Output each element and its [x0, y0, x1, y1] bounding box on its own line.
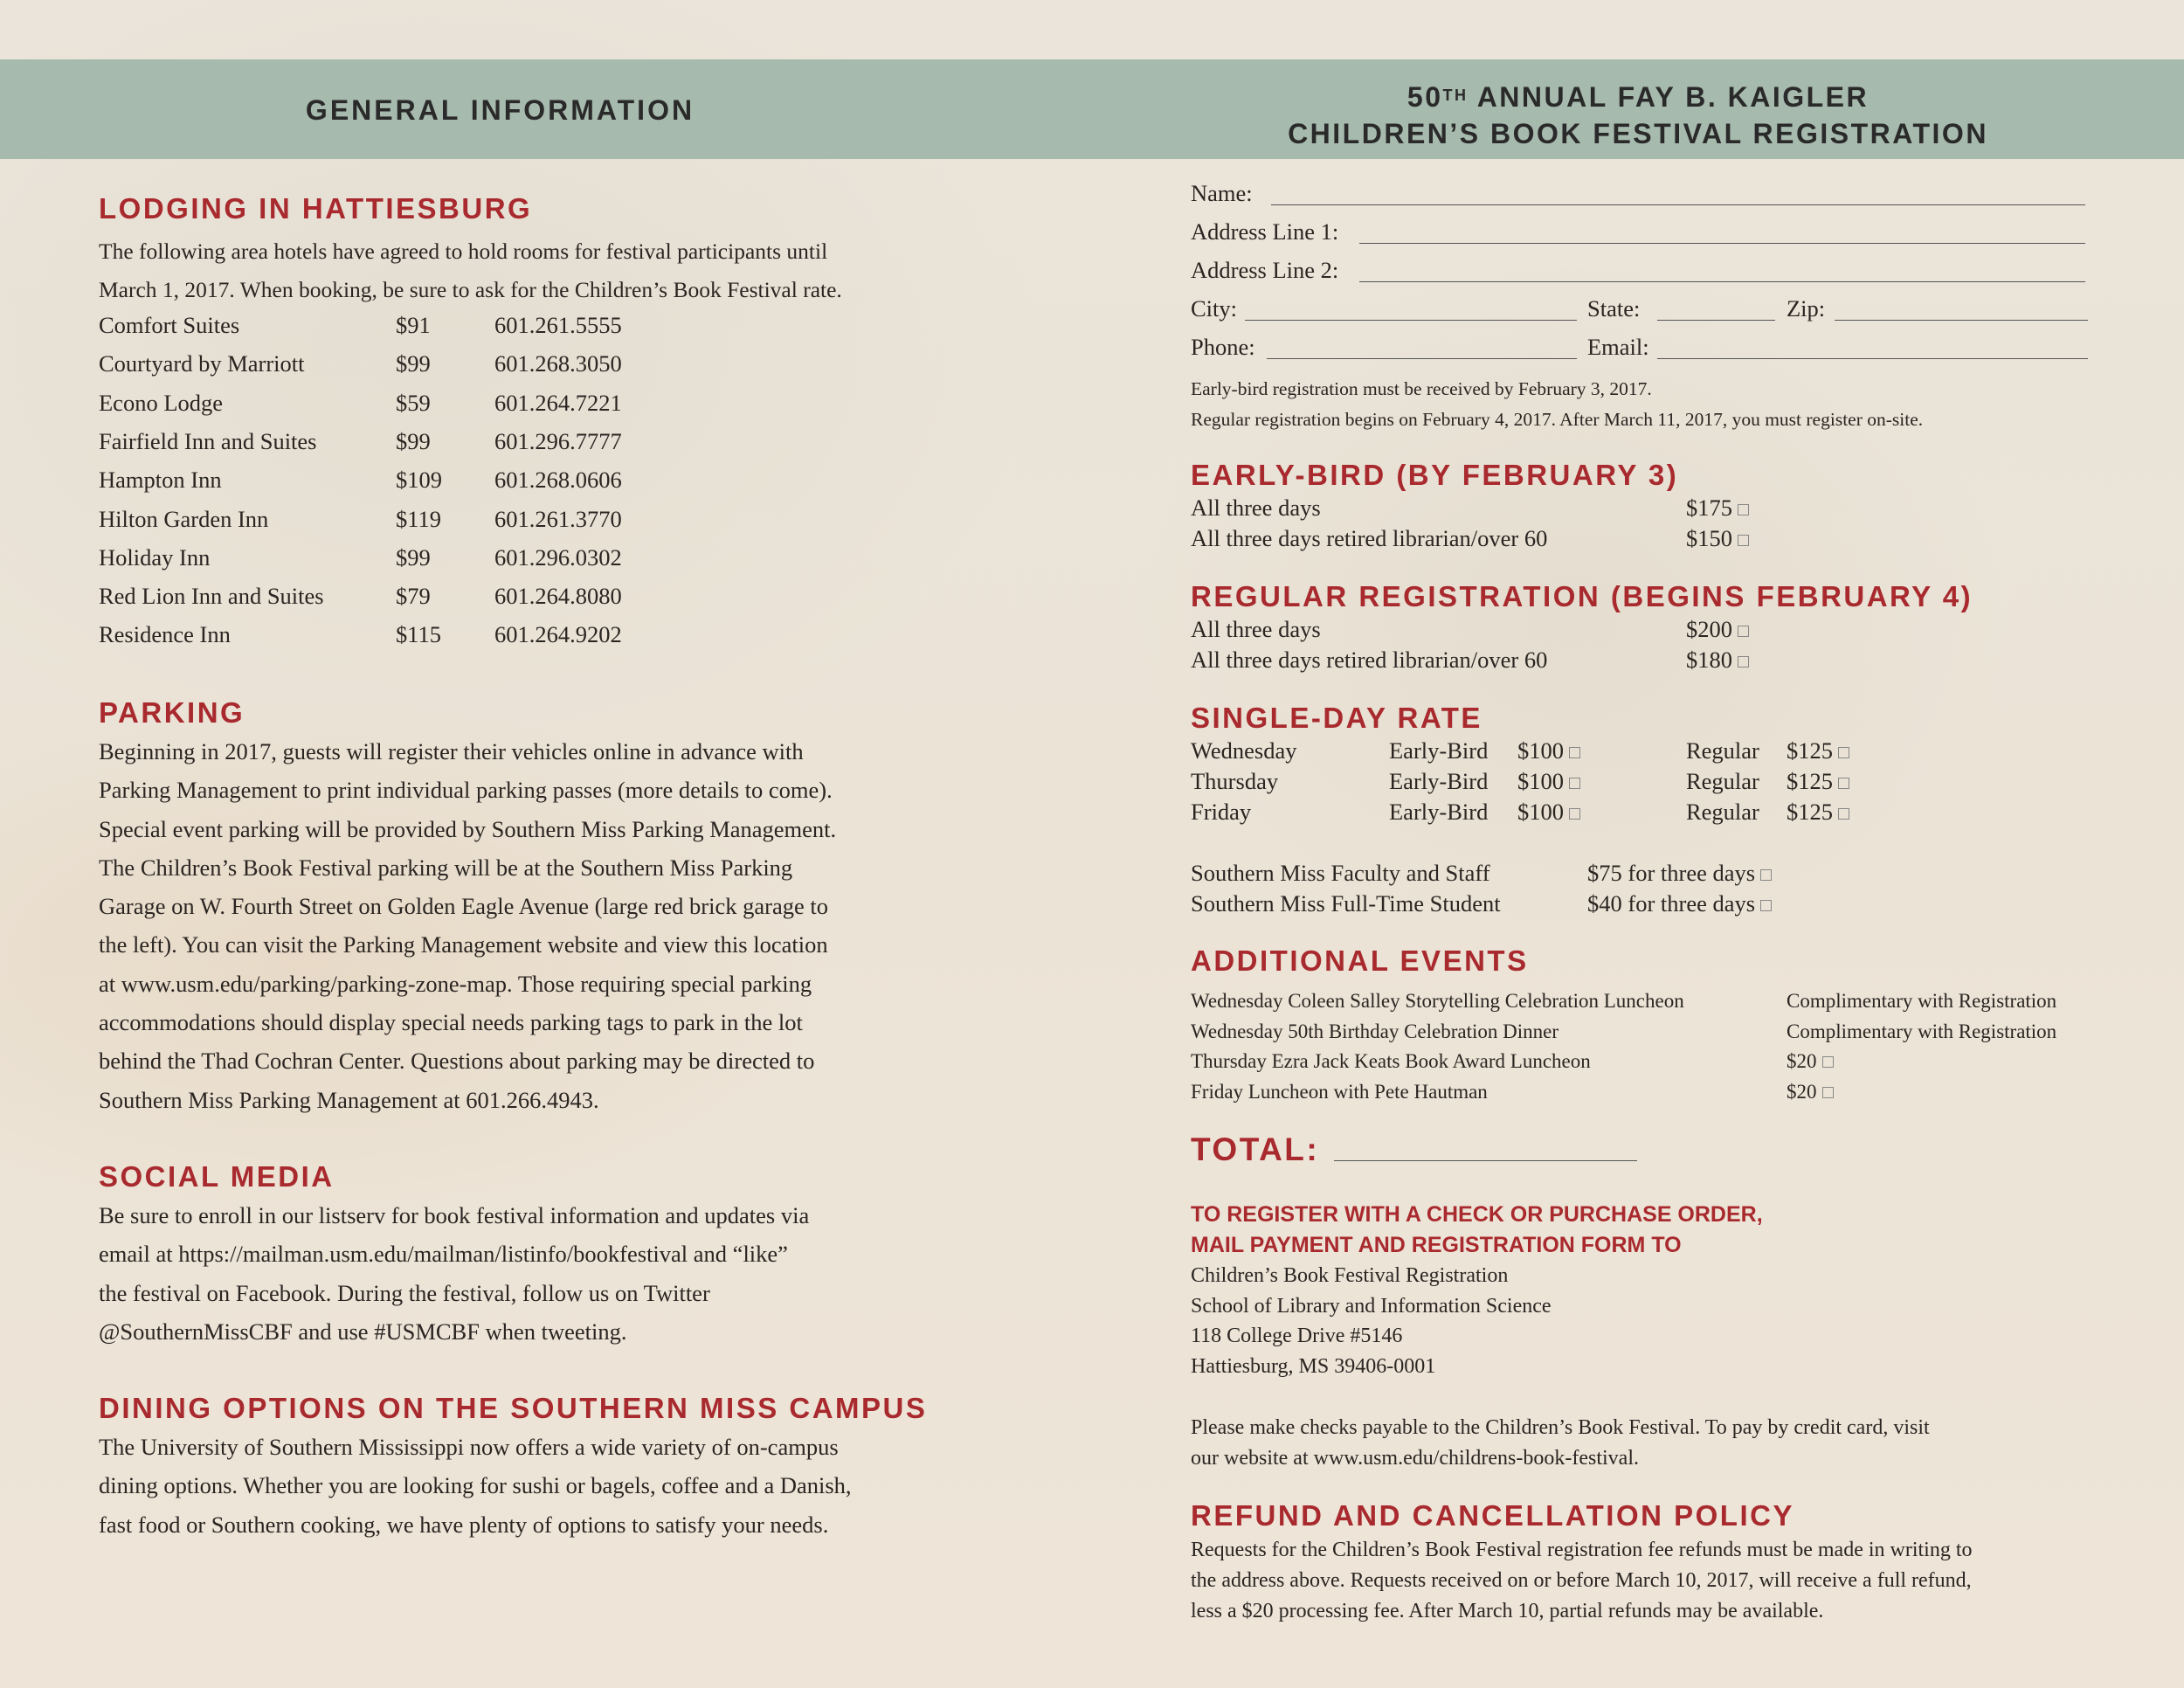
early-bird-label: Early-Bird [1389, 737, 1489, 764]
usm-checkbox[interactable] [1760, 869, 1772, 881]
checks-line: our website at www.usm.edu/childrens-book-festival. [1191, 1447, 1639, 1470]
parking-text [99, 732, 836, 1119]
hotel-phone: 601.296.0302 [494, 543, 622, 571]
address1-label: Address Line 1: [1191, 218, 1339, 245]
price-value: $75 for three days [1587, 860, 1756, 886]
hotel-rate: $59 [396, 389, 431, 416]
usm-checkbox[interactable] [1760, 900, 1772, 911]
general-information-header: GENERAL INFORMATION [305, 94, 695, 126]
addr-line: Children’s Book Festival Registration [1191, 1264, 1509, 1287]
option-label: All three days retired librarian/over 60 [1191, 647, 1548, 673]
event-price [1787, 1020, 2056, 1043]
hotel-phone: 601.268.0606 [494, 467, 622, 494]
hotel-rate: $91 [396, 312, 431, 338]
event-price [1787, 1050, 1834, 1073]
regular-label: Regular [1686, 737, 1759, 764]
addr-line: Hattiesburg, MS 39406-0001 [1191, 1354, 1436, 1378]
event-label: Wednesday 50th Birthday Celebration Dinner [1191, 1020, 1559, 1042]
parking-line: at www.usm.edu/parking/parking-zone-map. Those requiring special parking [99, 970, 812, 997]
option-label: All three days [1191, 495, 1321, 521]
dining-line: The University of Southern Mississippi now offers a wide variety of on-campus [99, 1434, 839, 1460]
parking-line: Garage on W. Fourth Street on Golden Eagle Avenue (large red brick garage to [99, 893, 828, 920]
total-field[interactable] [1334, 1160, 1637, 1161]
dining-title: DINING OPTIONS ON THE SOUTHERN MISS CAMPUS [99, 1392, 928, 1424]
mail-heading-line: MAIL PAYMENT AND REGISTRATION FORM TO [1191, 1233, 1682, 1257]
early-bird-price [1517, 799, 1580, 826]
email-label: Email: [1587, 334, 1649, 360]
price-value: Complimentary with Registration [1787, 990, 2057, 1012]
early-bird-checkbox[interactable] [1569, 778, 1580, 789]
phone-label: Phone: [1191, 334, 1255, 360]
event-price [1787, 990, 2056, 1013]
usm-price [1587, 860, 1772, 887]
hotel-name: Fairfield Inn and Suites [99, 427, 317, 454]
option-checkbox[interactable] [1738, 656, 1749, 668]
early-bird-checkbox[interactable] [1569, 808, 1580, 820]
note-early-bird: Early-bird registration must be received by February 3, 2017. [1191, 378, 1652, 399]
price-value: $180 [1686, 647, 1732, 673]
early-bird-title: EARLY-BIRD (BY FEBRUARY 3) [1191, 459, 1679, 491]
price-value: $20 [1787, 1080, 1817, 1103]
name-label: Name: [1191, 180, 1253, 206]
day-label: Thursday [1191, 768, 1279, 794]
registration-header [1092, 79, 2184, 152]
parking-title: PARKING [99, 696, 245, 729]
option-price [1686, 495, 1749, 522]
zip-label: Zip: [1787, 295, 1826, 322]
lodging-intro-line: The following area hotels have agreed to hold rooms for festival participants until [99, 239, 828, 264]
header-ordinal: TH [1442, 86, 1469, 104]
hotel-name: Residence Inn [99, 621, 231, 648]
hotel-rate: $99 [396, 543, 431, 571]
hotel-phone: 601.264.9202 [494, 621, 622, 648]
parking-line: accommodations should display special needs parking tags to park in the lot [99, 1009, 803, 1036]
hotel-rate: $99 [396, 350, 431, 377]
hotel-phone: 601.261.3770 [494, 505, 622, 532]
address2-field[interactable] [1359, 281, 2085, 282]
dining-line: fast food or Southern cooking, we have plenty of options to satisfy your needs. [99, 1511, 829, 1538]
addr-line: School of Library and Information Science [1191, 1294, 1552, 1318]
hotel-phone: 601.264.8080 [494, 583, 622, 610]
price-value: Complimentary with Registration [1787, 1020, 2057, 1042]
usm-label: Southern Miss Faculty and Staff [1191, 860, 1490, 886]
hotel-name: Red Lion Inn and Suites [99, 583, 324, 610]
parking-line: Special event parking will be provided by Southern Miss Parking Management. [99, 815, 837, 842]
option-label: All three days retired librarian/over 60 [1191, 525, 1548, 551]
header-line1-text: ANNUAL FAY B. KAIGLER [1468, 81, 1870, 113]
price-value: $200 [1686, 616, 1732, 642]
event-price [1787, 1081, 1834, 1103]
price-value: $125 [1787, 768, 1833, 794]
city-field[interactable] [1245, 320, 1577, 321]
single-day-title: SINGLE-DAY RATE [1191, 702, 1482, 734]
refund-line: the address above. Requests received on or before March 10, 2017, will receive a full refund, [1191, 1569, 1972, 1592]
hotel-phone: 601.264.7221 [494, 389, 622, 416]
price-value: $100 [1517, 768, 1564, 794]
event-label: Friday Luncheon with Pete Hautman [1191, 1080, 1488, 1103]
early-bird-price [1517, 737, 1580, 764]
regular-checkbox[interactable] [1838, 778, 1849, 789]
option-price [1686, 647, 1749, 674]
total-label: TOTAL: [1191, 1131, 1320, 1167]
regular-checkbox[interactable] [1838, 747, 1849, 758]
hotel-phone: 601.296.7777 [494, 427, 622, 454]
social-media-title: SOCIAL MEDIA [99, 1160, 335, 1193]
hotel-name: Hilton Garden Inn [99, 505, 269, 532]
dining-line: dining options. Whether you are looking for sushi or bagels, coffee and a Danish, [99, 1472, 852, 1499]
option-checkbox[interactable] [1738, 626, 1749, 637]
mail-heading-line: TO REGISTER WITH A CHECK OR PURCHASE ORDER, [1191, 1202, 1763, 1227]
parking-line: the left). You can visit the Parking Management website and view this location [99, 931, 828, 958]
hotel-rate: $99 [396, 427, 431, 454]
regular-price [1787, 737, 1849, 764]
hotel-rate: $115 [396, 621, 442, 648]
price-value: $175 [1686, 495, 1732, 521]
price-value: $125 [1787, 799, 1833, 825]
hotel-name: Holiday Inn [99, 543, 211, 571]
dining-text [99, 1428, 852, 1544]
price-value: $150 [1686, 525, 1732, 551]
option-price [1686, 616, 1749, 643]
hotel-rate: $79 [396, 583, 431, 610]
name-field[interactable] [1271, 204, 2085, 205]
social-line: @SouthernMissCBF and use #USMCBF when tweeting. [99, 1318, 627, 1345]
parking-line: The Children’s Book Festival parking will be at the Southern Miss Parking [99, 854, 793, 881]
refund-text [1191, 1535, 1973, 1627]
checks-line: Please make checks payable to the Children’s Book Festival. To pay by credit card, visit [1191, 1416, 1930, 1439]
parking-line: Parking Management to print individual parking passes (more details to come). [99, 777, 833, 804]
social-line: the festival on Facebook. During the festival, follow us on Twitter [99, 1279, 710, 1306]
address2-label: Address Line 2: [1191, 257, 1339, 283]
social-line: email at https://mailman.usm.edu/mailman/listinfo/bookfestival and “like” [99, 1241, 788, 1268]
header-number: 50 [1406, 81, 1443, 113]
regular-title: REGULAR REGISTRATION (BEGINS FEBRUARY 4) [1191, 580, 1973, 612]
parking-line: Southern Miss Parking Management at 601.266.4943. [99, 1086, 599, 1113]
option-checkbox[interactable] [1738, 535, 1749, 546]
price-value: $40 for three days [1587, 890, 1756, 917]
addr-line: 118 College Drive #5146 [1191, 1325, 1403, 1347]
state-label: State: [1587, 295, 1641, 322]
day-label: Friday [1191, 799, 1252, 825]
option-label: All three days [1191, 616, 1321, 642]
refund-line: Requests for the Children’s Book Festival registration fee refunds must be made in writing to [1191, 1539, 1973, 1561]
hotel-name: Econo Lodge [99, 389, 224, 416]
social-media-text [99, 1196, 809, 1351]
event-label: Thursday Ezra Jack Keats Book Award Luncheon [1191, 1050, 1591, 1072]
parking-line: Beginning in 2017, guests will register their vehicles online in advance with [99, 738, 804, 764]
hotel-name: Hampton Inn [99, 467, 222, 494]
mail-heading [1191, 1200, 1763, 1261]
parking-line: behind the Thad Cochran Center. Questions about parking may be directed to [99, 1048, 815, 1075]
address1-field[interactable] [1359, 243, 2085, 244]
early-bird-label: Early-Bird [1389, 768, 1489, 794]
hotel-phone: 601.268.3050 [494, 350, 622, 377]
early-bird-label: Early-Bird [1389, 799, 1489, 825]
regular-label: Regular [1686, 799, 1759, 825]
note-regular: Regular registration begins on February 4, 2017. After March 11, 2017, you must register on-site. [1191, 409, 1924, 430]
early-bird-price [1517, 768, 1580, 795]
hotel-name: Comfort Suites [99, 312, 240, 338]
social-line: Be sure to enroll in our listserv for book festival information and updates via [99, 1202, 810, 1228]
phone-field[interactable] [1267, 358, 1577, 359]
price-value: $100 [1517, 799, 1564, 825]
header-line2: CHILDREN’S BOOK FESTIVAL REGISTRATION [1288, 118, 1988, 149]
hotel-rate: $119 [396, 505, 442, 532]
price-value: $20 [1787, 1050, 1817, 1072]
checks-paragraph [1191, 1413, 1930, 1474]
price-value: $125 [1787, 737, 1833, 764]
day-label: Wednesday [1191, 737, 1297, 764]
mailing-address [1191, 1261, 1552, 1381]
option-checkbox[interactable] [1738, 504, 1749, 515]
email-field[interactable] [1657, 358, 2088, 359]
event-checkbox[interactable] [1822, 1087, 1834, 1098]
lodging-intro-line: March 1, 2017. When booking, be sure to ask for the Children’s Book Festival rate. [99, 277, 842, 303]
refund-title: REFUND AND CANCELLATION POLICY [1191, 1499, 1794, 1532]
event-label: Wednesday Coleen Salley Storytelling Celebration Luncheon [1191, 990, 1684, 1012]
usm-price [1587, 890, 1772, 917]
usm-label: Southern Miss Full-Time Student [1191, 890, 1501, 917]
regular-label: Regular [1686, 768, 1759, 794]
hotel-rate: $109 [396, 467, 442, 494]
regular-price [1787, 768, 1849, 795]
additional-events-title: ADDITIONAL EVENTS [1191, 944, 1529, 977]
regular-price [1787, 799, 1849, 826]
event-checkbox[interactable] [1822, 1056, 1834, 1068]
lodging-intro [99, 232, 842, 310]
early-bird-checkbox[interactable] [1569, 747, 1580, 758]
refund-line: less a $20 processing fee. After March 10, partial refunds may be available. [1191, 1600, 1824, 1622]
state-field[interactable] [1657, 320, 1775, 321]
lodging-title: LODGING IN HATTIESBURG [99, 192, 533, 225]
hotel-name: Courtyard by Marriott [99, 350, 305, 377]
hotel-phone: 601.261.5555 [494, 312, 622, 338]
price-value: $100 [1517, 737, 1564, 764]
city-label: City: [1191, 295, 1238, 322]
regular-checkbox[interactable] [1838, 808, 1849, 820]
registration-notes [1191, 374, 1923, 435]
zip-field[interactable] [1835, 320, 2088, 321]
option-price [1686, 525, 1749, 552]
